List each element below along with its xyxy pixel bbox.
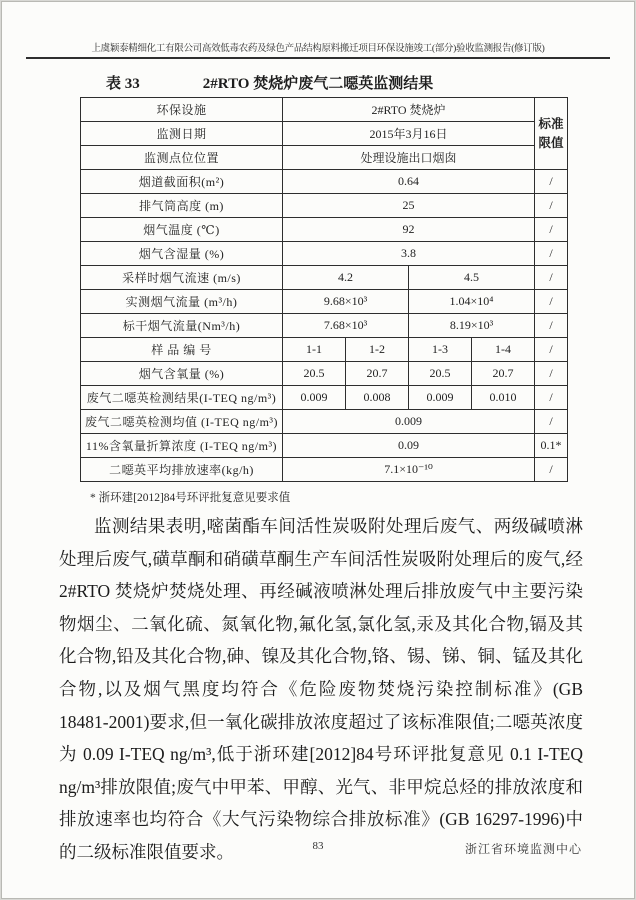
row-value: 处理设施出口烟囱 — [283, 146, 535, 170]
table-row — [81, 314, 568, 338]
row-label: 二噁英平均排放速率(kg/h) — [81, 458, 283, 482]
standard-limit-value: / — [535, 386, 568, 410]
table-footnote: * 浙环建[2012]84号环评批复意见要求值 — [90, 492, 291, 504]
monitor-table-body — [81, 98, 568, 482]
row-value: 1-4 — [472, 338, 535, 362]
row-value: 0.009 — [283, 410, 535, 434]
row-value: 0.010 — [472, 386, 535, 410]
footer-organization: 浙江省环境监测中心 — [464, 842, 582, 856]
table-row — [81, 242, 568, 266]
row-label: 环保设施 — [81, 98, 283, 122]
standard-limit-value: / — [535, 290, 568, 314]
table-row — [81, 218, 568, 242]
row-value: 3.8 — [283, 242, 535, 266]
table-row — [81, 146, 568, 170]
row-value: 20.5 — [283, 362, 346, 386]
standard-limit-value: / — [535, 314, 568, 338]
row-value: 1-2 — [346, 338, 409, 362]
row-value: 9.68×10³ — [283, 290, 409, 314]
row-label: 监测日期 — [81, 122, 283, 146]
row-value: 2015年3月16日 — [283, 122, 535, 146]
row-value: 2#RTO 焚烧炉 — [283, 98, 535, 122]
row-value: 0.09 — [283, 434, 535, 458]
row-value: 8.19×10³ — [409, 314, 535, 338]
conclusion-paragraph: 监测结果表明,嘧菌酯车间活性炭吸附处理后废气、两级碱喷淋处理后废气,磺草酮和硝磺草酮生产车间活性炭吸附处理后的废气,经 2#RTO 焚烧炉焚烧处理、再经碱液喷淋处理后排放废气中主要污染物烟尘、二氧化硫、氮氧化物,氟化氢,氯化氢,汞及其化合物,镉及其化合物,铅及其化合物,砷、镍及其化合物,铬、锡、锑、铜、锰及其化合物,以及烟气黑度均符合《危险废物焚烧污染控制标准》(GB 18481-2001)要求,但一氧化碳排放浓度超过了该标准限值;二噁英浓度为 0.09 I-TEQ ng/m³,低于浙环建[2012]84号环评批复意见 0.1 I-TEQ ng/m³排放限值;废气中甲苯、甲醇、光气、非甲烷总烃的排放浓度和排放速率也均符合《大气污染物综合排放标准》(GB 16297-1996)中的二级标准限值要求。 — [59, 516, 583, 862]
standard-limit-value: / — [535, 170, 568, 194]
row-value: 4.5 — [409, 266, 535, 290]
table-row — [81, 122, 568, 146]
table-row — [81, 170, 568, 194]
standard-limit-value: / — [535, 266, 568, 290]
table-row — [81, 434, 568, 458]
standard-limit-header: 标准限值 — [535, 98, 568, 170]
row-label: 监测点位位置 — [81, 146, 283, 170]
table-caption-label: 表 33 — [106, 76, 140, 92]
row-value: 1.04×10⁴ — [409, 290, 535, 314]
standard-limit-value: / — [535, 458, 568, 482]
row-label: 采样时烟气流速 (m/s) — [81, 266, 283, 290]
row-label: 烟气含湿量 (%) — [81, 242, 283, 266]
row-value: 20.5 — [409, 362, 472, 386]
dioxin-monitoring-table — [80, 97, 568, 482]
row-value: 0.008 — [346, 386, 409, 410]
row-label: 11%含氧量折算浓度 (I-TEQ ng/m³) — [81, 434, 283, 458]
row-label: 烟道截面积(m²) — [81, 170, 283, 194]
row-value: 4.2 — [283, 266, 409, 290]
row-label: 样 品 编 号 — [81, 338, 283, 362]
row-value: 20.7 — [346, 362, 409, 386]
standard-limit-value: / — [535, 218, 568, 242]
row-value: 0.009 — [283, 386, 346, 410]
document-page — [1, 1, 635, 899]
row-value: 1-1 — [283, 338, 346, 362]
row-value: 7.1×10⁻¹⁰ — [283, 458, 535, 482]
header-rule — [26, 57, 610, 59]
row-value: 7.68×10³ — [283, 314, 409, 338]
table-caption — [2, 72, 634, 94]
page-number: 83 — [312, 840, 324, 852]
row-value: 1-3 — [409, 338, 472, 362]
standard-limit-value: / — [535, 410, 568, 434]
row-value: 92 — [283, 218, 535, 242]
standard-limit-value: / — [535, 362, 568, 386]
row-label: 烟气温度 (℃) — [81, 218, 283, 242]
table-row — [81, 98, 568, 122]
table-row — [81, 410, 568, 434]
row-value: 0.64 — [283, 170, 535, 194]
row-value: 0.009 — [409, 386, 472, 410]
row-label: 排气筒高度 (m) — [81, 194, 283, 218]
standard-limit-value: / — [535, 338, 568, 362]
row-label: 废气二噁英检测结果(I-TEQ ng/m³) — [81, 386, 283, 410]
table-row — [81, 194, 568, 218]
row-label: 实测烟气流量 (m³/h) — [81, 290, 283, 314]
row-value: 25 — [283, 194, 535, 218]
row-label: 烟气含氧量 (%) — [81, 362, 283, 386]
standard-limit-value: / — [535, 194, 568, 218]
table-row — [81, 290, 568, 314]
table-row — [81, 458, 568, 482]
standard-limit-value: 0.1* — [535, 434, 568, 458]
row-label: 标干烟气流量(Nm³/h) — [81, 314, 283, 338]
table-caption-title: 2#RTO 焚烧炉废气二噁英监测结果 — [202, 76, 434, 92]
running-header: 上虞颖泰精细化工有限公司高效低毒农药及绿色产品结构原料搬迁项目环保设施竣工(部分)验收监测报告(修订版) — [91, 44, 545, 54]
standard-limit-value: / — [535, 242, 568, 266]
table-row — [81, 338, 568, 362]
row-label: 废气二噁英检测均值 (I-TEQ ng/m³) — [81, 410, 283, 434]
table-row — [81, 266, 568, 290]
table-row — [81, 386, 568, 410]
row-value: 20.7 — [472, 362, 535, 386]
table-row — [81, 362, 568, 386]
